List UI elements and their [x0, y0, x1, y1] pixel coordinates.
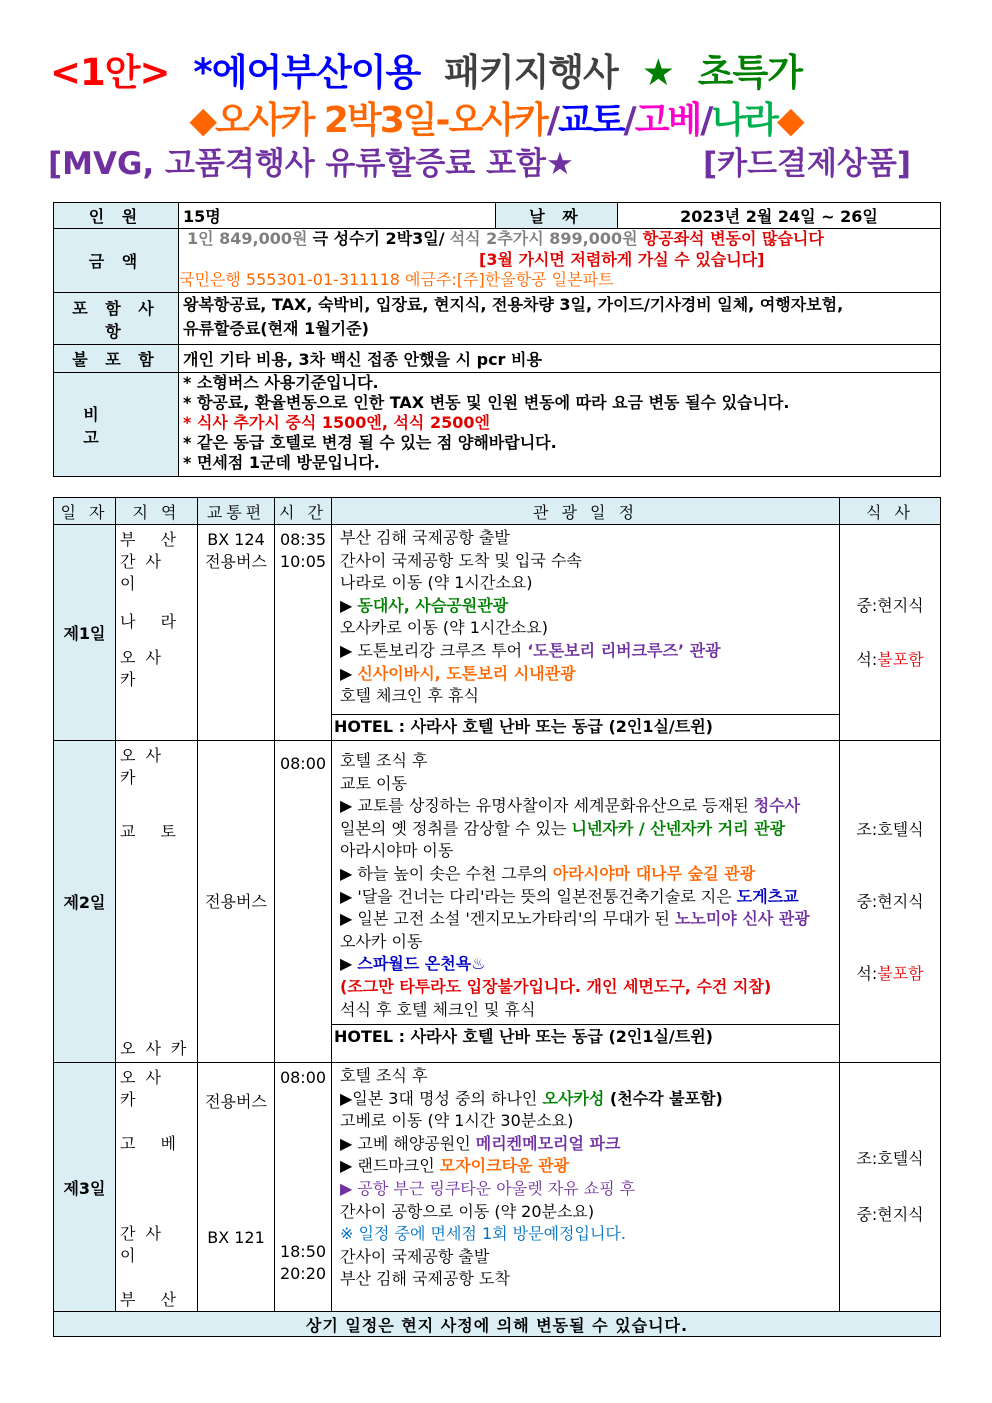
- itin-line: 고베로 이동 (약 1시간 30분소요): [340, 1111, 574, 1131]
- itin-line: ▶ 신사이바시, 도톤보리 시내관광: [340, 663, 576, 683]
- meal-dinner: [844, 938, 936, 1010]
- include-line: 왕복항공료, TAX, 숙박비, 입장료, 현지식, 전용차량 3일, 가이드/기사경비 일체, 여행자보험,: [183, 295, 844, 314]
- itin-line: 호텔 체크인 후 휴식: [340, 686, 479, 706]
- highlight-ninenzaka: 니넨자카 / 산넨자카 거리 관광: [571, 818, 786, 838]
- meal-breakfast: 조:호텔식: [856, 819, 924, 839]
- itin-warning: (조그만 타투라도 입장불가입니다. 개인 세면도구, 수건 지참): [340, 976, 772, 996]
- region: 나 라: [120, 612, 186, 631]
- day3-times: [275, 1063, 332, 1312]
- note-label: 비 고: [54, 373, 179, 477]
- price-cell: [179, 229, 941, 293]
- day3-transport: [198, 1063, 275, 1312]
- card-payment-note: [카드결제상품]: [703, 146, 912, 182]
- date-label: 날 짜: [496, 203, 618, 229]
- itin-line: 오사카 이동: [340, 931, 423, 951]
- day2-transport: [198, 741, 275, 1063]
- highlight-mosaic: 모자이크타운 관광: [439, 1156, 569, 1176]
- itin-line: ▶ 도톤보리강 크루즈 투어 ‘도톤보리 리버크루즈’ 관광: [340, 640, 721, 660]
- itin-line: 간사이 국제공항 도착 및 입국 수속: [340, 550, 582, 570]
- include-value: [179, 293, 941, 345]
- note-item: * 항공료, 환율변동으로 인한 TAX 변동 및 인원 변동에 따라 요금 변동 될수 있습니다.: [183, 393, 790, 412]
- bus: 전용버스: [205, 552, 267, 571]
- plan-number: <1안>: [50, 51, 170, 94]
- exclude-value: 개인 기타 비용, 3차 백신 접종 안했을 시 pcr 비용: [179, 345, 941, 373]
- route-sep: /: [700, 100, 712, 141]
- highlight-rinku: 공항 부근 링쿠타운 아울렛 자유 쇼핑 후: [357, 1178, 636, 1198]
- price-season: 극 성수기 2박3일/: [312, 229, 445, 248]
- region: 오사카: [120, 746, 171, 787]
- package-label: 패키지행사: [444, 51, 618, 94]
- route-nara: 나라: [711, 100, 777, 141]
- itin-text: 하늘 높이 솟은 수천 그루의: [357, 863, 553, 883]
- day2-times: [275, 741, 332, 1063]
- time: 08:35: [279, 530, 327, 549]
- route-kobe: 고베: [634, 100, 701, 141]
- highlight-cruise: ‘도톤보리 리버크루즈’ 관광: [527, 640, 721, 660]
- col-transport: 교통편: [198, 498, 275, 525]
- day3-meals: [840, 1063, 941, 1312]
- day-label: 제2일: [54, 741, 116, 1063]
- highlight-todaiji: 동대사, 사슴공원관광: [357, 595, 509, 615]
- itin-line: 간사이 국제공항 출발: [340, 1246, 490, 1266]
- route-sep: /: [623, 100, 635, 141]
- price-dinner: 석식 2추가시 899,000원: [449, 229, 638, 248]
- note-item: * 같은 동급 호텔로 변경 될 수 있는 점 양해바랍니다.: [183, 433, 557, 452]
- day3-regions: [116, 1063, 198, 1312]
- day-label: 제3일: [54, 1063, 116, 1312]
- region: 오사카: [120, 1068, 171, 1109]
- diamond-icon: ◆: [776, 100, 803, 141]
- day-label: 제1일: [54, 525, 116, 741]
- highlight-spaworld: 스파월드 온천욕♨: [357, 954, 486, 974]
- day2-hotel: HOTEL : 사라사 호텔 난바 또는 동급 (2인1실/트윈): [332, 1024, 839, 1049]
- itin-line: [332, 1088, 839, 1111]
- itin-text: 일본의 옛 정취를 감상할 수 있는: [340, 818, 572, 838]
- day2-regions: [116, 741, 198, 1063]
- itin-line: 간사이 공항으로 이동 (약 20분소요): [340, 1201, 595, 1221]
- route-sep: /: [546, 100, 558, 141]
- time: 08:00: [279, 754, 327, 773]
- price-march-note: [3월 가시면 저렴하게 가실 수 있습니다]: [479, 249, 765, 269]
- itin-dutyfree-note: ※ 일정 중에 면세점 1회 방문예정입니다.: [340, 1224, 626, 1244]
- day2-itinerary: [332, 741, 840, 1063]
- price-warning: 항공좌석 변동이 많습니다: [642, 229, 824, 248]
- highlight-shinsaibashi: 신사이바시, 도톤보리 시내관광: [357, 663, 576, 683]
- meal-dinner-value: 불포함: [877, 649, 924, 669]
- region: 교 토: [120, 822, 186, 841]
- flight: BX 121: [207, 1228, 265, 1247]
- itin-line: 아라시야마 이동: [340, 841, 454, 861]
- schedule-table: [53, 497, 941, 1337]
- itin-line: ▶ '달을 건너는 다리'라는 뜻의 일본전통건축기술로 지은 도게츠교: [340, 886, 799, 906]
- itin-line: 나라로 이동 (약 1시간소요): [340, 573, 533, 593]
- route-kyoto: 교토: [557, 100, 624, 141]
- people-label: 인 원: [54, 203, 179, 229]
- itin-line: 호텔 조식 후: [340, 751, 428, 770]
- notes-cell: [179, 373, 941, 477]
- itin-text: 랜드마크인: [357, 1156, 440, 1176]
- title-line-3: [48, 138, 992, 183]
- itin-line: 오사카로 이동 (약 1시간소요): [340, 618, 548, 638]
- region: 고 베: [120, 1134, 186, 1153]
- meal-lunch: 중:현지식: [856, 891, 924, 911]
- region: 부 산: [120, 530, 186, 549]
- region: 오사카: [120, 648, 171, 689]
- note-item: * 소형버스 사용기준입니다.: [183, 373, 379, 392]
- itin-line: 석식 후 호텔 체크인 및 휴식: [340, 999, 536, 1019]
- meal-dinner-label: 석:: [856, 649, 878, 669]
- day2-meals: [840, 741, 941, 1063]
- meal-lunch: 중:현지식: [856, 1205, 924, 1224]
- region: 오사카: [120, 1039, 197, 1058]
- itin-line: ▶ 고베 해양공원인 메리켄메모리얼 파크: [340, 1133, 621, 1153]
- highlight-togetsukyo: 도게츠교: [736, 886, 799, 906]
- meal-lunch: 중:현지식: [856, 595, 924, 615]
- col-region: 지 역: [116, 498, 198, 525]
- itin-line: ▶ 스파월드 온천욕♨: [340, 954, 486, 974]
- bus: 전용버스: [205, 1092, 267, 1111]
- itin-text: 도톤보리강 크루즈 투어: [357, 640, 528, 660]
- highlight-kiyomizu: 청수사: [753, 796, 801, 816]
- note-item: * 면세점 1군데 방문입니다.: [183, 453, 380, 472]
- day1-itinerary: [332, 525, 840, 741]
- region: 간사이: [120, 1224, 171, 1265]
- itin-text: 일본 고전 소설 '겐지모노가타리'의 무대가 된: [357, 909, 675, 929]
- meal-breakfast: 조:호텔식: [856, 1149, 924, 1168]
- schedule-footer-note: 상기 일정은 현지 사정에 의해 변동될 수 있습니다.: [54, 1312, 941, 1337]
- meal-dinner: [844, 633, 936, 687]
- bank-account: 국민은행 555301-01-311118 예금주:[주]한울항공 일본파트: [179, 270, 614, 289]
- itin-line: [332, 818, 839, 841]
- date-value: 2023년 2월 24일 ~ 26일: [618, 203, 941, 229]
- highlight-arashiyama: 아라시야마 대나무 숲길 관광: [552, 863, 756, 883]
- itin-line: 부산 김해 국제공항 도착: [340, 1269, 510, 1289]
- include-label: 포 함 사 항: [54, 293, 179, 345]
- route-osaka: ◆오사카 2박3일-오사카: [189, 100, 547, 141]
- region: 간사이: [120, 552, 171, 593]
- time: 20:20: [279, 1264, 327, 1283]
- itin-line: 부산 김해 국제공항 출발: [340, 528, 510, 547]
- col-meal: 식 사: [840, 498, 941, 525]
- itin-text: (천수각 불포함): [604, 1088, 723, 1108]
- region: 부 산: [120, 1290, 186, 1309]
- price-label: 금 액: [54, 229, 179, 293]
- itin-text: ▶일본 3대 명성 중의 하나인: [340, 1088, 543, 1108]
- day1-transport: [198, 525, 275, 741]
- itin-text: '달을 건너는 다리'라는 뜻의 일본전통건축기술로 지은: [357, 886, 737, 906]
- meal-dinner-value: 불포함: [877, 963, 924, 983]
- special-label: 초특가: [697, 51, 802, 94]
- itin-line: ▶ 하늘 높이 솟은 수천 그루의 아라시야마 대나무 숲길 관광: [340, 863, 756, 883]
- day3-itinerary: [332, 1063, 840, 1312]
- time: 08:00: [279, 1068, 327, 1087]
- itin-text: 교토를 상징하는 유명사찰이자 세계문화유산으로 등재된: [357, 796, 754, 816]
- title-line-1: [50, 42, 992, 96]
- itin-text: 고베 해양공원인: [357, 1133, 476, 1153]
- time: 18:50: [279, 1242, 327, 1261]
- airline-label: *에어부산이용: [193, 51, 421, 94]
- time: 10:05: [279, 552, 327, 571]
- day1-regions: [116, 525, 198, 741]
- itin-line: ▶ 일본 고전 소설 '겐지모노가타리'의 무대가 된 노노미야 신사 관광: [340, 909, 810, 929]
- bus: 전용버스: [205, 891, 267, 911]
- itin-line: ▶ 동대사, 사슴공원관광: [340, 595, 509, 615]
- itin-line: ▶ 교토를 상징하는 유명사찰이자 세계문화유산으로 등재된 청수사: [340, 796, 801, 816]
- included-fee-note: [MVG, 고품격행사 유류할증료 포함★: [48, 146, 574, 182]
- include-line: 유류할증료(현재 1월기준): [183, 319, 369, 338]
- itin-line: 교토 이동: [340, 773, 407, 793]
- star-icon: ★: [641, 51, 674, 94]
- meal-dinner-label: 석:: [856, 963, 878, 983]
- itin-line: 호텔 조식 후: [340, 1066, 428, 1085]
- col-time: 시 간: [275, 498, 332, 525]
- col-itinerary: 관 광 일 정: [332, 498, 840, 525]
- day1-times: [275, 525, 332, 741]
- itin-line: ▶ 랜드마크인 모자이크타운 관광: [340, 1156, 569, 1176]
- highlight-osaka-castle: 오사카성: [542, 1088, 605, 1108]
- title-line-2: [0, 92, 992, 143]
- people-value: 15명: [179, 203, 496, 229]
- highlight-meriken: 메리켄메모리얼 파크: [475, 1133, 621, 1153]
- note-item: * 식사 추가시 중식 1500엔, 석식 2500엔: [183, 413, 490, 432]
- flight: BX 124: [207, 530, 265, 549]
- itin-line: ▶ 공항 부근 링쿠타운 아울렛 자유 쇼핑 후: [340, 1178, 636, 1198]
- day1-hotel: HOTEL : 사라사 호텔 난바 또는 동급 (2인1실/트윈): [332, 714, 839, 739]
- info-table: [53, 202, 941, 477]
- price-base: 1인 849,000원: [187, 229, 308, 248]
- highlight-nonomiya: 노노미야 신사 관광: [674, 909, 810, 929]
- day1-meals: [840, 525, 941, 741]
- col-day: 일 자: [54, 498, 116, 525]
- exclude-label: 불 포 함: [54, 345, 179, 373]
